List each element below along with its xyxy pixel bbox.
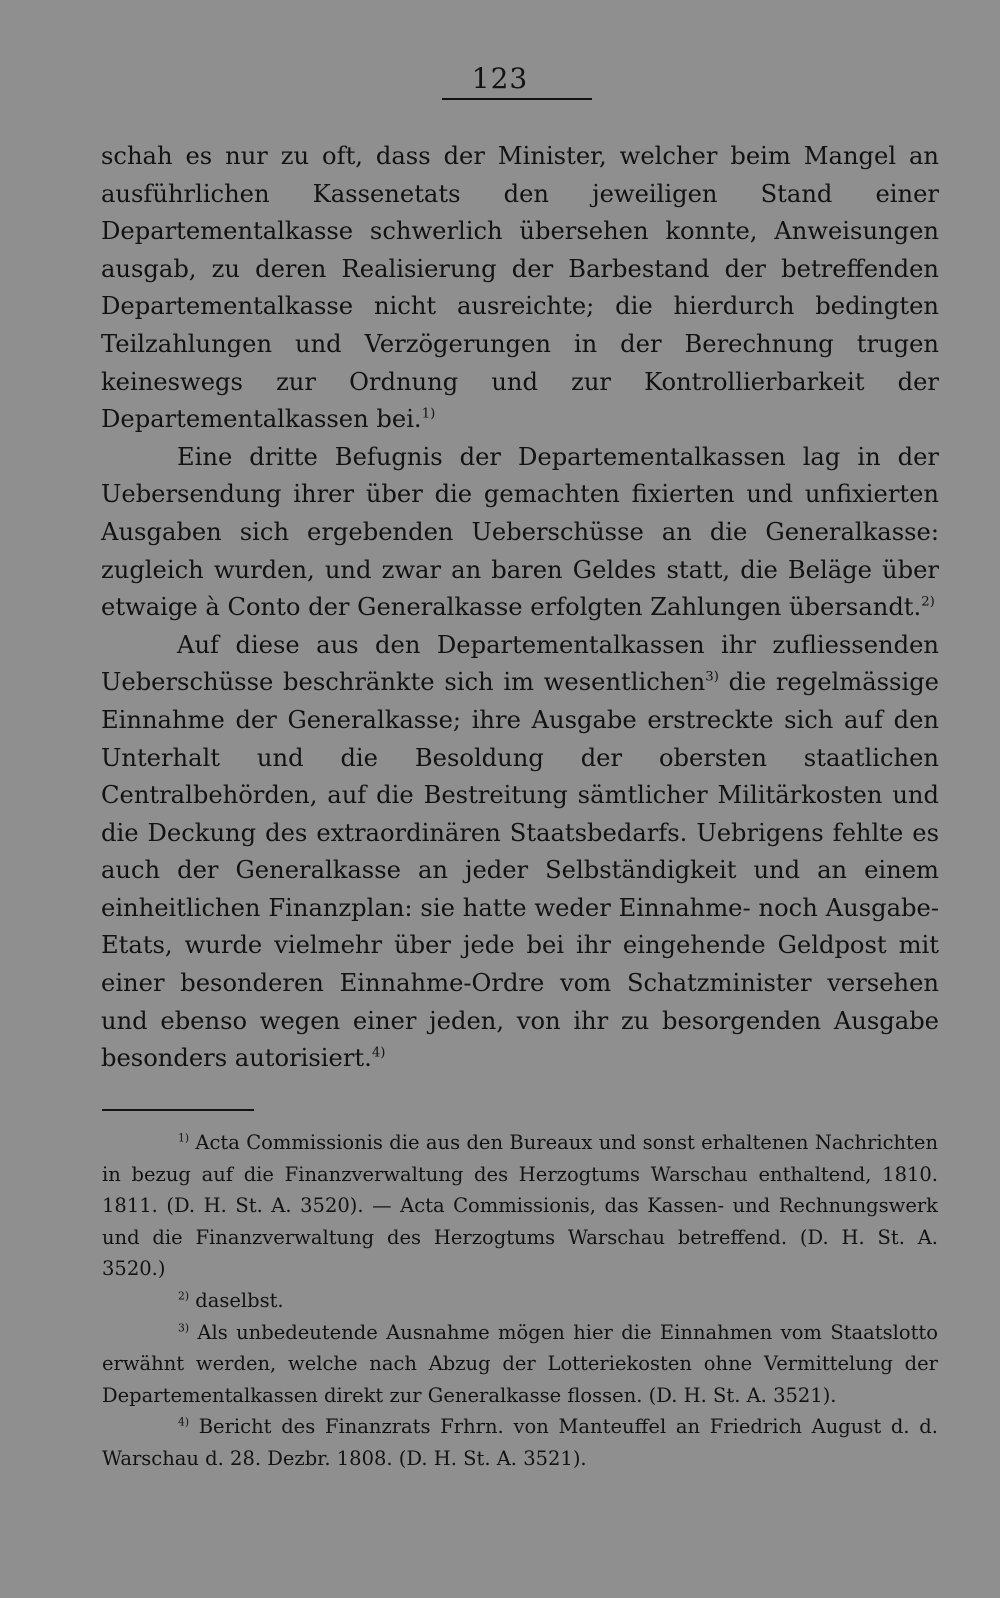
footnote [102,1127,938,1285]
paragraph-text: die regelmässige Einnahme der Generalkasse; ihre Ausgabe erstreckte sich auf den Unterhalt und die Besoldung der obersten staatlichen Centralbehörden, auf die Bestreitung sämtlicher Militärkosten und die Deckung des extraordinären Staatsbedarfs. Uebrigens fehlte es auch der Generalkasse an jeder Selbständigkeit und an einem einheitlichen Finanzplan: sie hatte weder Einnahme- noch Ausgabe-Etats, wurde vielmehr über jede bei ihr eingehende Geldpost mit einer besonderen Einnahme-Ordre vom Schatzminister versehen und ebenso wegen einer jeden, von ihr zu besorgenden Ausgabe besonders autorisiert. [101,668,939,1073]
footnote-ref: 1) [421,406,436,422]
paragraph [101,138,939,439]
footnote-text: daselbst. [189,1288,284,1312]
footnote-ref: 4) [371,1045,386,1061]
paragraph-text: schah es nur zu oft, dass der Minister, welcher beim Mangel an ausführlichen Kassenetats den jeweiligen Stand einer Departementalkasse schwerlich übersehen konnte, Anweisungen ausgab, zu deren Realisierung der Barbestand der betreffenden Departementalkasse nicht ausreichte; die hierdurch bedingten Teilzahlungen und Verzögerungen in der Berechnung trugen keineswegs zur Ordnung und zur Kontrollierbarkeit der Departementalkassen bei. [101,142,939,434]
paragraph-text: Eine dritte Befugnis der Departementalkassen lag in der Uebersendung ihrer über die gemachten fixierten und unfixierten Ausgaben sich ergebenden Ueberschüsse an die Generalkasse: zugleich wurden, und zwar an baren Geldes statt, die Beläge über etwaige à Conto der Generalkasse erfolgten Zahlungen übersandt. [101,442,939,622]
footnote-text: Als unbedeutende Ausnahme mögen hier die Einnahmen vom Staatslotto erwähnt werden, welche nach Abzug der Lotteriekosten ohne Vermittelung der Departementalkassen direkt zur Generalkasse flossen. (D. H. St. A. 3521). [102,1320,938,1407]
page-number: 123 [471,62,529,95]
footnote [102,1317,938,1412]
footnote-marker: 1) [178,1131,190,1145]
footnote-marker: 3) [178,1321,190,1335]
footnote-marker: 2) [178,1289,190,1303]
footnote-marker: 4) [178,1415,190,1429]
footnote [102,1285,938,1317]
footnote-ref: 3) [705,670,719,685]
footnotes [102,1127,938,1475]
paragraph-text: Auf diese aus den Departementalkassen ihr zufliessenden Ueberschüsse beschränkte sich im wesentlichen [101,630,939,697]
footnote [102,1411,938,1474]
footnote-ref: 2) [921,594,935,610]
paragraph [101,439,939,627]
page-number-rule [442,98,592,100]
main-text [101,138,939,1078]
footnote-text: Bericht des Finanzrats Frhrn. von Manteuffel an Friedrich August d. d. Warschau d. 28. Dezbr. 1808. (D. H. St. A. 3521). [102,1415,938,1470]
paragraph [101,627,939,1078]
footnote-separator [102,1109,254,1111]
footnote-text: Acta Commissionis die aus den Bureaux und sonst erhaltenen Nachrichten in bezug auf die Finanzverwaltung des Herzogtums Warschau enthaltend, 1810. 1811. (D. H. St. A. 3520). — Acta Commissionis, das Kassen- und Rechnungswerk und die Finanzverwaltung des Herzogtums Warschau betreffend. (D. H. St. A. 3520.) [102,1131,938,1281]
